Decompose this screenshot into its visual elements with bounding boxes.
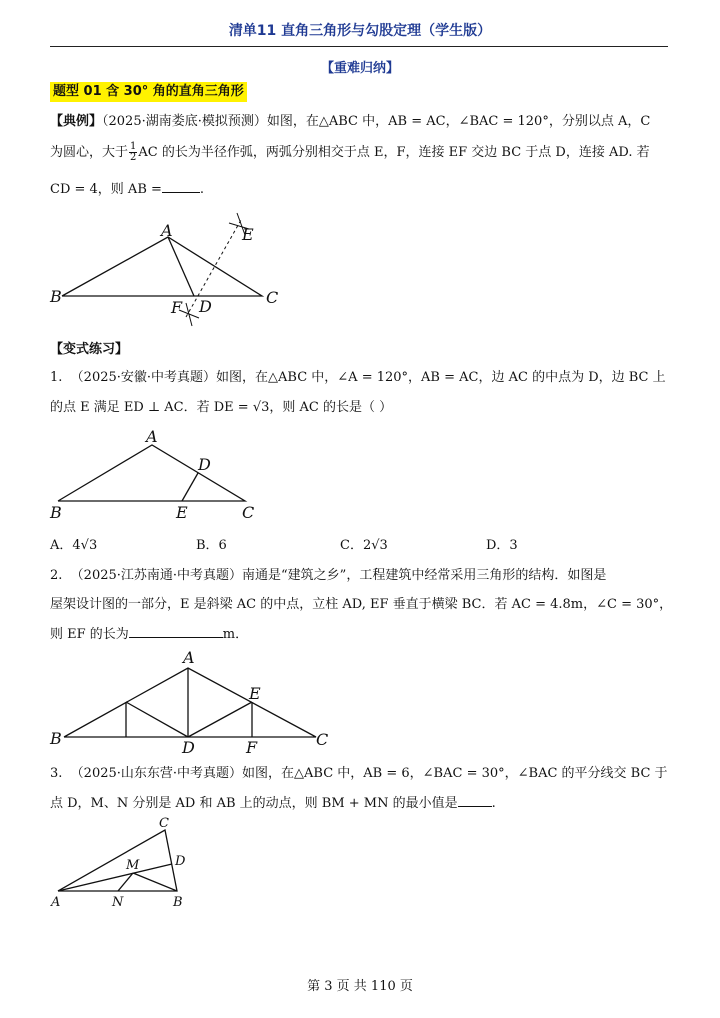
q1-line-1: 1. （2025·安徽·中考真题）如图，在△ABC 中，∠A = 120°，AB = AC，边 AC 的中点为 D，边 BC 上 xyxy=(50,370,666,385)
q3-line-2: 点 D，M、N 分别是 AD 和 AB 上的动点，则 BM + MN 的最小值是 . xyxy=(50,796,496,811)
q3-triangle-figure xyxy=(48,812,208,912)
q1-label-D: D xyxy=(198,455,211,474)
q2-label-A: A xyxy=(183,648,195,667)
answer-blank-example[interactable] xyxy=(162,180,200,193)
q1-triangle-figure xyxy=(48,424,268,524)
q1-label-C: C xyxy=(242,503,255,522)
q3-line-1: 3. （2025·山东东营·中考真题）如图，在△ABC 中，AB = 6，∠BAC = 30°，∠BAC 的平分线交 BC 于 xyxy=(50,766,668,781)
answer-blank-q3[interactable] xyxy=(458,794,492,807)
document-header-title: 清单11 直角三角形与勾股定理（学生版） xyxy=(228,23,492,39)
line-ef-dashed xyxy=(186,220,241,317)
q2-roof-truss-figure xyxy=(48,647,338,757)
q3-label-B: B xyxy=(173,895,183,910)
label-C: C xyxy=(266,288,279,307)
answer-blank-q2[interactable] xyxy=(129,625,223,638)
q3-source: （2025·山东东营·中考真题） xyxy=(70,766,243,781)
page-number-footer: 第 3 页 共 110 页 xyxy=(307,979,413,994)
q2-label-C: C xyxy=(316,730,329,749)
example-source: （2025·湖南娄底·模拟预测） xyxy=(102,114,267,129)
label-A: A xyxy=(161,221,173,240)
q1-option-c[interactable]: C．2√3 xyxy=(340,538,388,553)
q2-line-3: 则 EF 的长为 m． xyxy=(50,627,249,642)
q2-triangle-abc xyxy=(64,668,316,737)
q2-line-2: 屋架设计图的一部分，E 是斜梁 AC 的中点，立柱 AD, EF 垂直于横梁 BC．若 AC = 4.8m，∠C = 30°， xyxy=(50,597,673,612)
label-E: E xyxy=(242,225,254,244)
triangle-abc xyxy=(62,237,262,296)
q2-source: （2025·江苏南通·中考真题） xyxy=(70,568,243,583)
q3-bisector-ad xyxy=(58,864,172,891)
example-tag: 【典例】 xyxy=(50,114,103,129)
q1-triangle-abc xyxy=(58,445,245,501)
q1-label-E: E xyxy=(176,503,188,522)
q3-label-M: M xyxy=(126,858,140,873)
q1-option-b[interactable]: B．6 xyxy=(196,538,227,553)
variants-tag: 【变式练习】 xyxy=(50,342,129,357)
q1-line-2: 的点 E 满足 ED ⊥ AC．若 DE = √3，则 AC 的长是（ ） xyxy=(50,400,393,415)
q3-label-D: D xyxy=(175,854,186,869)
q1-option-a[interactable]: A．4√3 xyxy=(50,538,98,553)
fraction-one-half: $\frac{1}{2}$ xyxy=(130,141,137,163)
header-divider xyxy=(50,46,668,47)
q1-label-B: B xyxy=(50,503,62,522)
label-F: F xyxy=(171,298,183,317)
label-D: D xyxy=(199,297,212,316)
q1-option-d[interactable]: D．3 xyxy=(486,538,518,553)
example-line-1 xyxy=(50,113,675,131)
q2-brace-left xyxy=(126,702,188,737)
q2-label-D: D xyxy=(182,738,195,757)
q1-label-A: A xyxy=(146,427,158,446)
q2-label-E: E xyxy=(249,684,261,703)
q2-brace-right xyxy=(188,702,252,737)
example-text-1: 如图，在△ABC 中，AB = AC，∠BAC = 120°，分别以点 A，C xyxy=(266,114,651,129)
label-B: B xyxy=(50,287,62,306)
example-line-2 xyxy=(50,142,675,163)
example-text-2b: AC 的长为半径作弧，两弧分别相交于点 E，F，连接 EF 交边 BC 于点 D，连接 AD. 若 xyxy=(138,145,650,160)
q2-label-B: B xyxy=(50,729,62,748)
example-triangle-figure xyxy=(48,205,288,330)
q3-label-A: A xyxy=(51,895,61,910)
q3-label-C: C xyxy=(159,816,169,831)
q3-label-N: N xyxy=(112,895,124,910)
q1-source: （2025·安徽·中考真题） xyxy=(70,370,217,385)
q3-segment-bm xyxy=(133,873,177,891)
example-text-3a: CD = 4，则 AB = xyxy=(50,182,162,197)
q2-line-1: 2. （2025·江苏南通·中考真题）南通是“建筑之乡”，工程建筑中经常采用三角形的结构．如图是 xyxy=(50,568,607,583)
example-line-3: CD = 4，则 AB = . xyxy=(50,182,205,197)
topic-label: 题型 01 含 30° 角的直角三角形 xyxy=(50,82,247,102)
q3-triangle-abc xyxy=(58,830,177,891)
example-text-2a: 为圆心，大于 xyxy=(50,145,129,160)
q1-segment-de xyxy=(182,473,198,501)
q2-label-F: F xyxy=(246,738,258,757)
section-title: 【重难归纳】 xyxy=(320,61,399,76)
variants-heading xyxy=(50,341,675,359)
